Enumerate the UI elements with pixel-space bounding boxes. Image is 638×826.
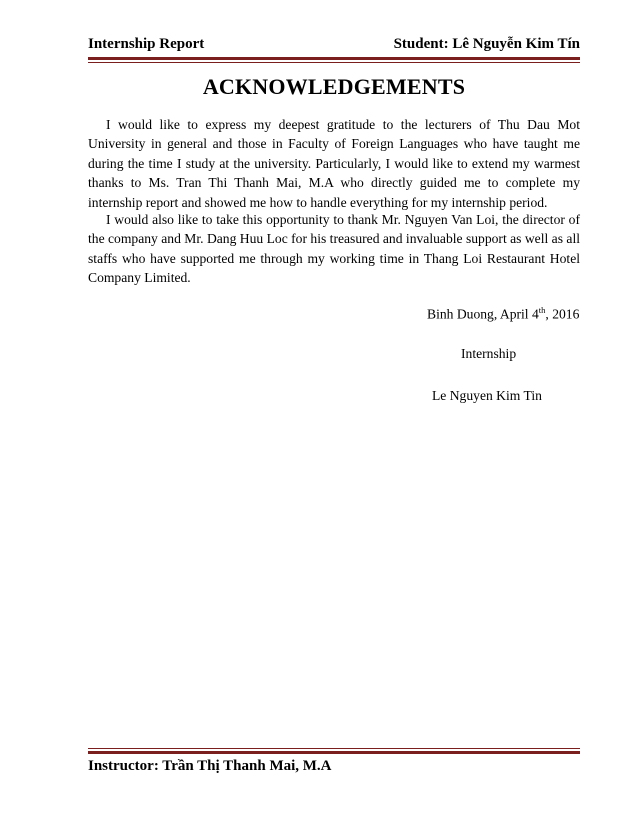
signature-date-prefix: Binh Duong, April 4 (427, 306, 539, 322)
page-title: ACKNOWLEDGEMENTS (202, 74, 466, 99)
footer-rule-thick (88, 751, 580, 754)
header-student-name: Student: Lê Nguyễn Kim Tín (393, 36, 580, 52)
signature-role: Internship (461, 346, 517, 361)
page-header (88, 36, 580, 58)
paragraph-1: I would like to express my deepest gratitude to the lecturers of Thu Dau Mot University in general and those in Faculty of Foreign Languages who have taught me during the time I study at the university. Particularly, I would like to extend my warmest thanks to Ms. Tran Thi Thanh Mai, M.A who directly guided me to complete my internship report and showed me how to handle everything for my internship period. (88, 117, 580, 210)
header-rule-thick (88, 57, 580, 60)
header-report-title: Internship Report (88, 36, 205, 52)
signature-date-suffix: th (538, 305, 546, 315)
signature-name: Le Nguyen Kim Tin (432, 388, 542, 403)
signature-place-date (427, 305, 579, 323)
header-rule-thin (88, 62, 580, 63)
footer-instructor: Instructor: Trần Thị Thanh Mai, M.A (88, 758, 332, 774)
signature-year: , 2016 (545, 306, 580, 322)
paragraph-2: I would also like to take this opportunity to thank Mr. Nguyen Van Loi, the director of the company and Mr. Dang Huu Loc for his treasured and invaluable support as well as all staffs who have supported me through my working time in Thang Loi Restaurant Hotel Company Limited. (88, 212, 580, 286)
footer-rule-thin (88, 748, 580, 749)
